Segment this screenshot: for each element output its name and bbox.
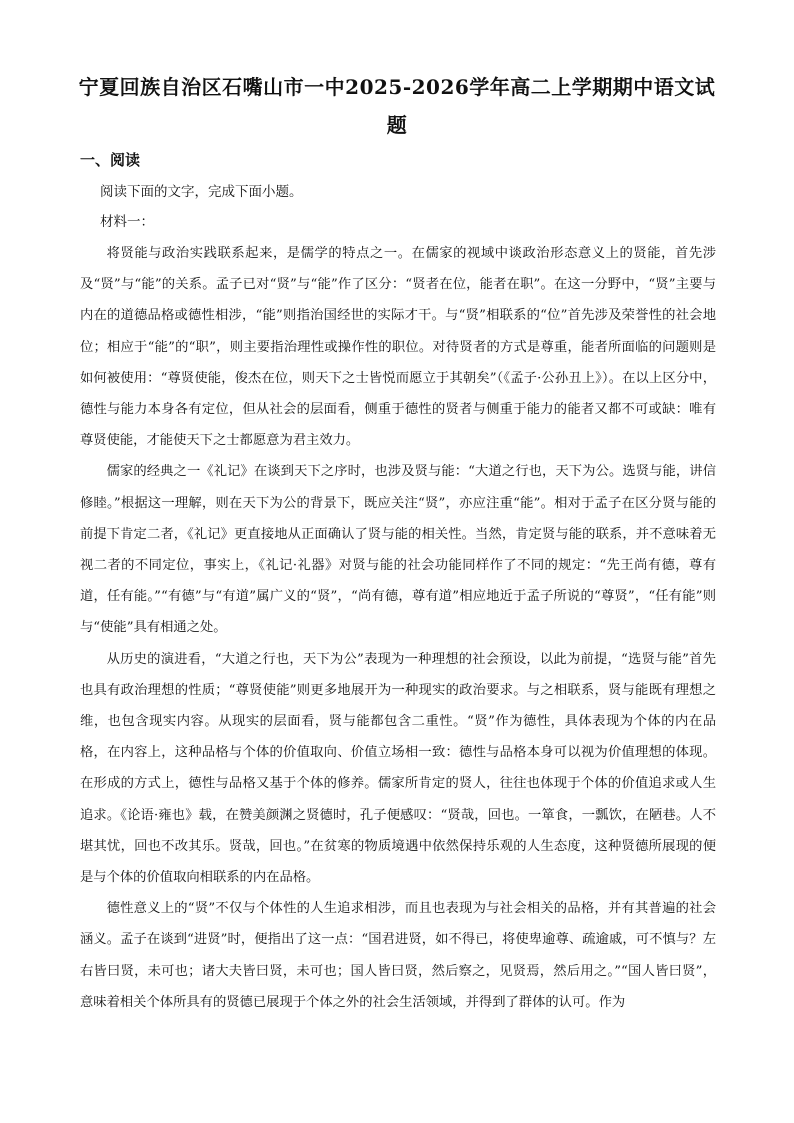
section-heading: 一、阅读 (80, 151, 141, 169)
paragraph: 儒家的经典之一《礼记》在谈到天下之序时，也涉及贤与能：“大道之行也，天下为公。选贤与能，讲信修睦。”根据这一理解，则在天下为公的背景下，既应关注“贤”，亦应注重“能”。相对于孟子在区分贤与能的前提下肯定二者，《礼记》更直接地从正面确认了贤与能的相关性。当然，肯定贤与能的联系，并不意味着无视二者的不同定位，事实上，《礼记·礼器》对贤与能的社会功能同样作了不同的规定：“先王尚有德，尊有道，任有能。”“有德”与“有道”属广义的“贤”，“尚有德，尊有道”相应地近于孟子所说的“尊贤”，“任有能”则与“使能”具有相通之处。 (80, 464, 716, 636)
body-text (80, 238, 716, 1018)
document-title (60, 68, 734, 144)
material-label: 材料一： (100, 214, 154, 230)
title-line-2: 题 (386, 113, 408, 137)
paragraph: 德性意义上的“贤”不仅与个体性的人生追求相涉，而且也表现为与社会相关的品格，并有其普遍的社会涵义。孟子在谈到“进贤”时，便指出了这一点：“国君进贤，如不得已，将使卑逾尊、疏逾戚，可不慎与？左右皆曰贤，未可也；诸大夫皆曰贤，未可也；国人皆曰贤，然后察之，见贤焉，然后用之。”“国人皆曰贤”，意味着相关个体所具有的贤德已展现于个体之外的社会生活领域，并得到了群体的认可。作为 (80, 901, 716, 1010)
paragraph: 从历史的演进看，“大道之行也，天下为公”表现为一种理想的社会预设，以此为前提，“选贤与能”首先也具有政治理想的性质；“尊贤使能”则更多地展开为一种现实的政治要求。与之相联系，贤与能既有理想之维，也包含现实内容。从现实的层面看，贤与能都包含二重性。“贤”作为德性，具体表现为个体的内在品格，在内容上，这种品格与个体的价值取向、价值立场相一致：德性与品格本身可以视为价值理想的体现。在形成的方式上，德性与品格又基于个体的修养。儒家所肯定的贤人，往往也体现于个体的价值追求或人生追求。《论语·雍也》载，在赞美颜渊之贤德时，孔子便感叹：“贤哉，回也。一箪食，一瓢饮，在陋巷。人不堪其忧，回也不改其乐。贤哉，回也。”在贫寒的物质境遇中依然保持乐观的人生态度，这种贤德所展现的便是与个体的价值取向相联系的内在品格。 (80, 651, 716, 886)
reading-instruction: 阅读下面的文字，完成下面小题。 (100, 184, 303, 200)
paragraph: 将贤能与政治实践联系起来，是儒学的特点之一。在儒家的视域中谈政治形态意义上的贤能，首先涉及“贤”与“能”的关系。孟子已对“贤”与“能”作了区分：“贤者在位，能者在职”。在这一分野中，“贤”主要与内在的道德品格或德性相涉，“能”则指治国经世的实际才干。与“贤”相联系的“位”首先涉及荣誉性的社会地位；相应于“能”的“职”，则主要指治理性或操作性的职位。对待贤者的方式是尊重，能者所面临的问题则是如何被使用：“尊贤使能，俊杰在位，则天下之士皆悦而愿立于其朝矣”（《孟子·公孙丑上》）。在以上区分中，德性与能力本身各有定位，但从社会的层面看，侧重于德性的贤者与侧重于能力的能者又都不可或缺：唯有尊贤使能，才能使天下之士都愿意为君主效力。 (80, 246, 716, 449)
title-line-1: 宁夏回族自治区石嘴山市一中2025-2026学年高二上学期期中语文试 (78, 75, 716, 99)
